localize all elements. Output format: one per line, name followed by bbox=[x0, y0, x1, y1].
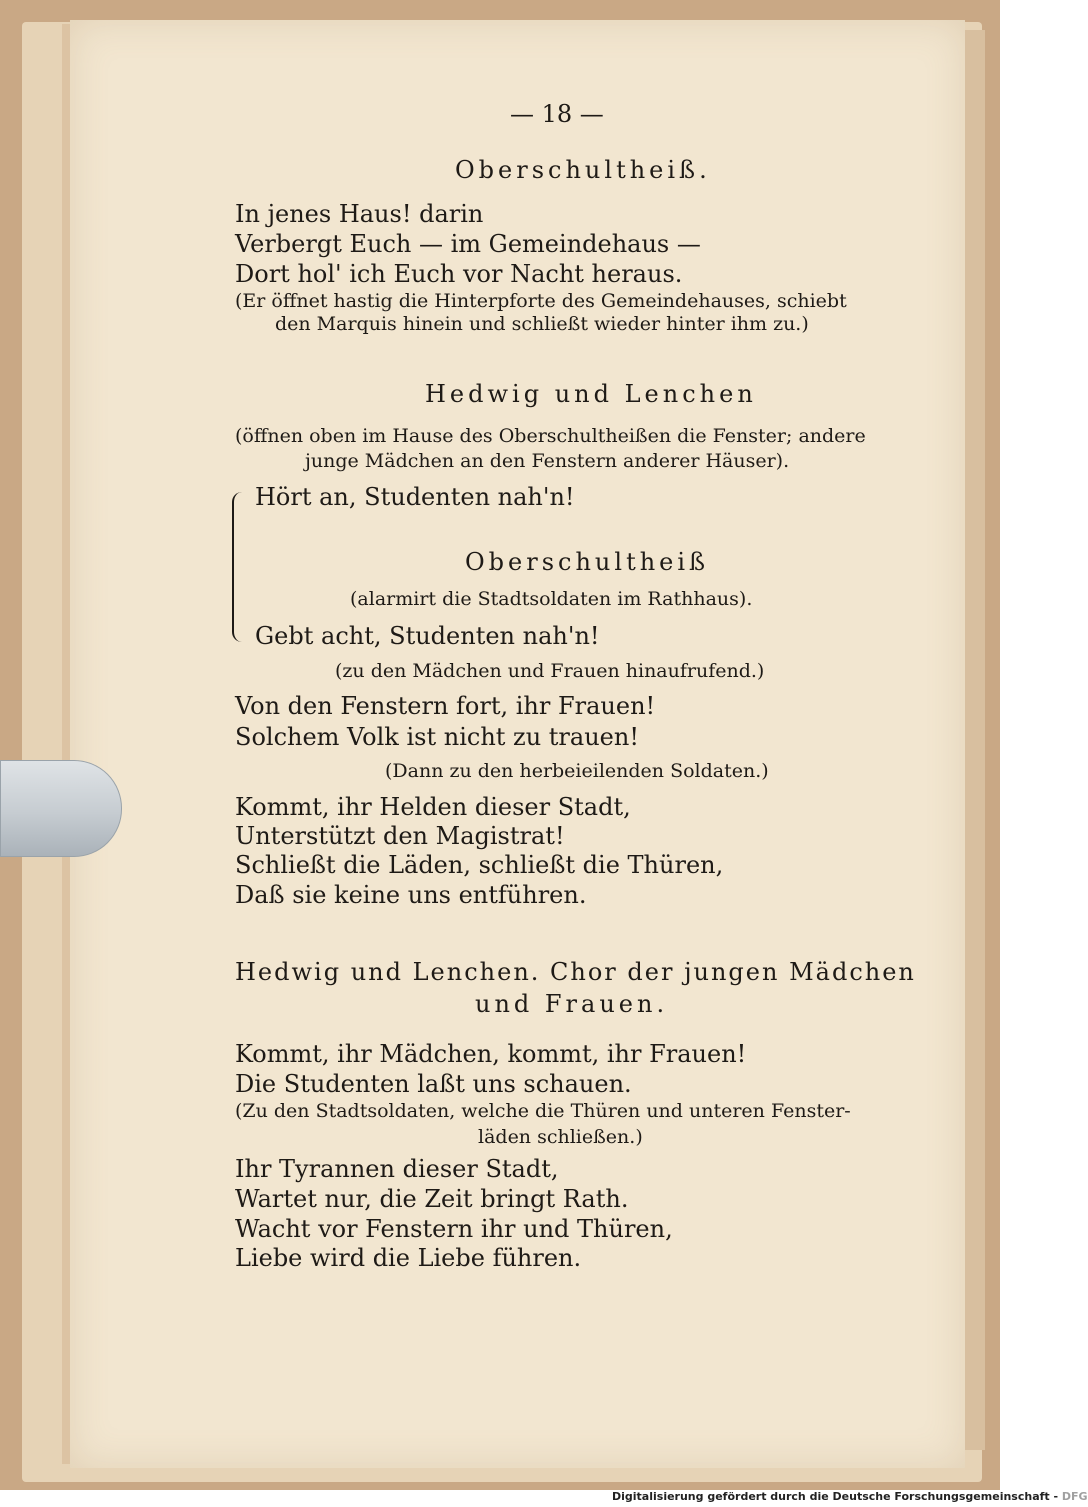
verse-line: Ihr Tyrannen dieser Stadt, bbox=[235, 1155, 559, 1183]
verse-line: Hört an, Studenten nah'n! bbox=[255, 483, 575, 511]
stage-direction: den Marquis hinein und schließt wieder hinter ihm zu.) bbox=[275, 313, 809, 335]
speaker-heading: Hedwig und Lenchen bbox=[425, 380, 757, 408]
stage-direction: (alarmirt die Stadtsoldaten im Rathhaus). bbox=[350, 588, 753, 610]
verse-line: Dort hol' ich Euch vor Nacht heraus. bbox=[235, 260, 683, 288]
scanner-clamp bbox=[0, 760, 122, 857]
speaker-heading: Hedwig und Lenchen. Chor der jungen Mädchen bbox=[235, 958, 916, 986]
stage-direction: (Dann zu den herbeieilenden Soldaten.) bbox=[385, 760, 769, 782]
brace-mark bbox=[232, 492, 250, 642]
page-number: — 18 — bbox=[510, 100, 604, 128]
verse-line: Schließt die Läden, schließt die Thüren, bbox=[235, 851, 724, 879]
page-edge-right bbox=[965, 30, 985, 1450]
verse-line: Liebe wird die Liebe führen. bbox=[235, 1244, 582, 1272]
verse-line: In jenes Haus! darin bbox=[235, 200, 484, 228]
digitization-credit bbox=[612, 1490, 1088, 1503]
speaker-heading: und Frauen. bbox=[475, 990, 669, 1018]
speaker-heading: Oberschultheiß bbox=[465, 548, 710, 576]
verse-line: Die Studenten laßt uns schauen. bbox=[235, 1070, 632, 1098]
verse-line: Gebt acht, Studenten nah'n! bbox=[255, 622, 600, 650]
verse-line: Kommt, ihr Helden dieser Stadt, bbox=[235, 793, 631, 821]
stage-direction: (zu den Mädchen und Frauen hinaufrufend.) bbox=[335, 660, 765, 682]
speaker-heading: Oberschultheiß. bbox=[455, 156, 711, 184]
verse-line: Wacht vor Fenstern ihr und Thüren, bbox=[235, 1215, 673, 1243]
stage-direction: (öffnen oben im Hause des Oberschultheißen die Fenster; andere bbox=[235, 425, 866, 447]
verse-line: Solchem Volk ist nicht zu trauen! bbox=[235, 723, 639, 751]
stage-direction: junge Mädchen an den Fenstern anderer Häuser). bbox=[305, 450, 790, 472]
verse-line: Verbergt Euch — im Gemeindehaus — bbox=[235, 230, 701, 258]
verse-line: Kommt, ihr Mädchen, kommt, ihr Frauen! bbox=[235, 1040, 747, 1068]
stage-direction: (Er öffnet hastig die Hinterpforte des Gemeindehauses, schiebt bbox=[235, 290, 847, 312]
dfg-logo: DFG bbox=[1061, 1490, 1088, 1503]
verse-line: Daß sie keine uns entführen. bbox=[235, 881, 587, 909]
verse-line: Wartet nur, die Zeit bringt Rath. bbox=[235, 1185, 629, 1213]
credit-text: Digitalisierung gefördert durch die Deutsche Forschungsgemeinschaft - bbox=[612, 1490, 1059, 1503]
verse-line: Von den Fenstern fort, ihr Frauen! bbox=[235, 692, 656, 720]
stage-direction: (Zu den Stadtsoldaten, welche die Thüren und unteren Fenster- bbox=[235, 1100, 851, 1122]
stage-direction: läden schließen.) bbox=[478, 1126, 643, 1148]
verse-line: Unterstützt den Magistrat! bbox=[235, 822, 565, 850]
